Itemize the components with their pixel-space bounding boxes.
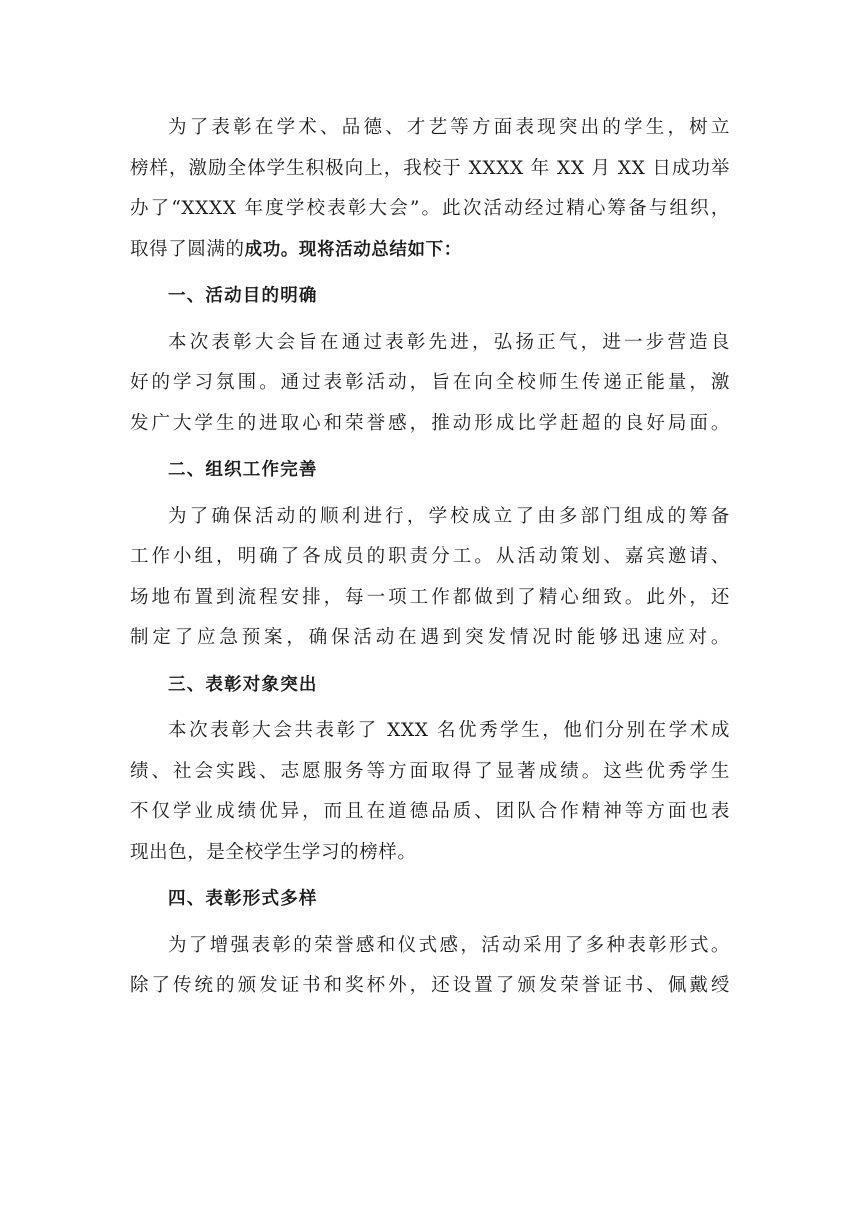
section-3-line-2: 绩、社会实践、志愿服务等方面取得了显著成绩。这些优秀学生 (130, 760, 730, 782)
section-1-heading: 一、活动目的明确 (168, 286, 318, 306)
intro-line-4-normal: 取得了圆满的 (130, 238, 245, 260)
section-2-line-3: 场地布置到流程安排，每一项工作都做到了精心细致。此外，还 (130, 586, 730, 608)
intro-line-2: 榜样，激励全体学生积极向上，我校于 XXXX 年 XX 月 XX 日成功举 (130, 157, 730, 179)
section-4 (130, 879, 730, 1007)
intro-line-4-bold: 成功。现将活动总结如下： (244, 239, 462, 260)
section-1 (130, 276, 730, 444)
section-3-heading: 三、表彰对象突出 (168, 674, 318, 695)
section-3-line-4: 现出色，是全校学生学习的榜样。 (130, 841, 417, 863)
intro-line-3: 办了“XXXX 年度学校表彰大会”。此次活动经过精心筹备与组织， (130, 198, 730, 219)
section-1-line-2: 好的学习氛围。通过表彰活动，旨在向全校师生传递正能量，激 (130, 372, 730, 393)
section-2-line-2: 工作小组，明确了各成员的职责分工。从活动策划、嘉宾邀请、 (130, 546, 730, 567)
section-2-line-1: 为了确保活动的顺利进行，学校成立了由多部门组成的筹备 (168, 505, 730, 527)
intro-paragraph (130, 108, 730, 270)
section-1-line-1: 本次表彰大会旨在通过表彰先进，弘扬正气，进一步营造良 (168, 331, 730, 353)
intro-line-1: 为了表彰在学术、品德、才艺等方面表现突出的学生，树立 (168, 117, 730, 138)
section-3-line-1: 本次表彰大会共表彰了 XXX 名优秀学生，他们分别在学术成 (168, 720, 730, 741)
intro-line-4 (130, 230, 730, 271)
section-4-line-1: 为了增强表彰的荣誉感和仪式感，活动采用了多种表彰形式。 (168, 934, 730, 956)
section-3-line-3: 不仅学业成绩优异，而且在道德品质、团队合作精神等方面也表 (130, 801, 730, 822)
section-2-line-4: 制定了应急预案，确保活动在遇到突发情况时能够迅速应对。 (130, 627, 730, 648)
section-2 (130, 450, 730, 659)
section-2-heading: 二、组织工作完善 (168, 460, 318, 480)
section-1-line-3: 发广大学生的进取心和荣誉感，推动形成比学赶超的良好局面。 (130, 412, 730, 434)
document-body (130, 108, 730, 1007)
section-3 (130, 665, 730, 874)
section-4-heading: 四、表彰形式多样 (168, 889, 318, 909)
section-4-line-2: 除了传统的颁发证书和奖杯外，还设置了颁发荣誉证书、佩戴绶 (130, 975, 730, 996)
